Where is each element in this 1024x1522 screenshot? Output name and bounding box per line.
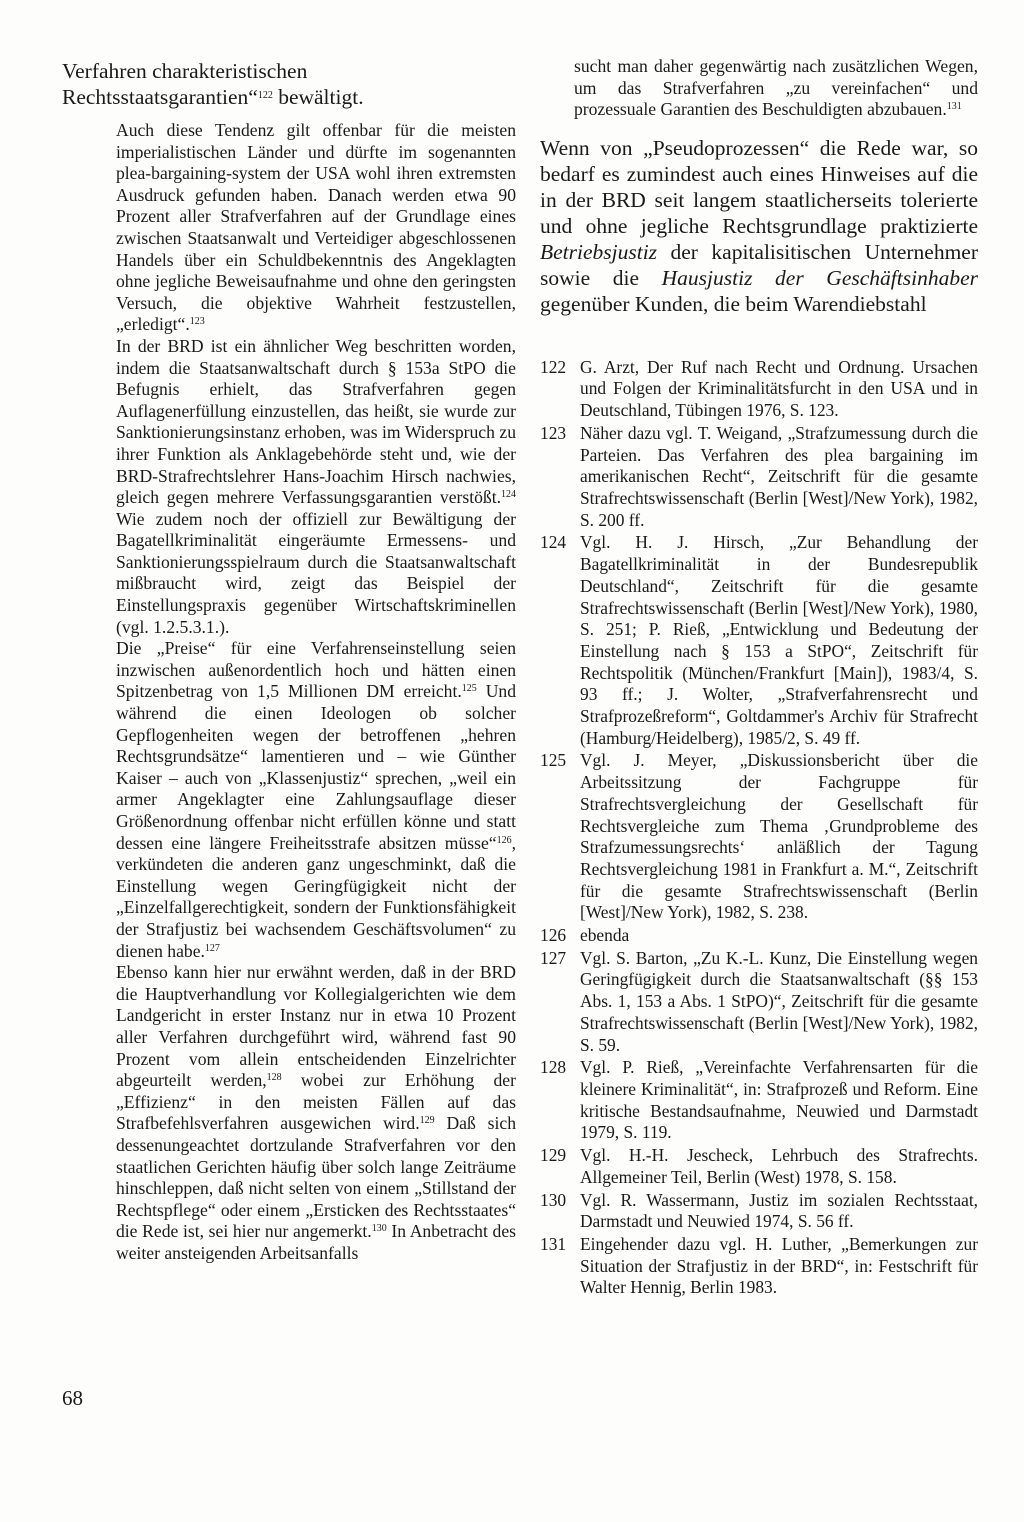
block-paragraph: Auch diese Tendenz gilt offenbar für die meisten imperialistischen Länder und dürfte im sogenannten plea-bargaining-system der USA wohl ihren extremsten Ausdruck gefunden haben. Danach werden etwa 90 Prozent aller Strafverfahren auf der Grundlage eines zwischen Staatsanwalt und Verteidiger abgeschlossenen Handels über ein Schuldbekenntnis des Angeklagten ohne jegliche Beweisaufnahme und ohne den geringsten Versuch, die objektive Wahrheit festzustellen, „erledigt“.$^{123}$ xyxy=(116,120,516,335)
footnote: 131 Eingehender dazu vgl. H. Luther, „Bemerkungen zur Situation der Strafjustiz in der BRD“, in: Festschrift für Walter Hennig, Berlin 1983. xyxy=(540,1233,978,1298)
footnotes xyxy=(540,357,978,1299)
page-number: 68 xyxy=(62,1386,83,1410)
emphasis: Hausjustiz der Geschäftsinhaber xyxy=(661,265,978,290)
block-paragraph: In der BRD ist ein ähnlicher Weg beschritten worden, indem die Staatsanwaltschaft durch § 153a StPO die Befugnis erhielt, das Strafverfahren gegen Auflagenerfüllung einzustellen, das heißt, sie wurde zur Sanktionierungsinstanz erhoben, was im Widerspruch zu ihrer Funktion als Anklagebehörde steht und, wie der BRD-Strafrechtslehrer Hans-Joachim Hirsch nachwies, gleich gegen mehrere Verfassungsgarantien verstößt.$^{124}$ Wie zudem noch der offiziell zur Bewältigung der Bagatellkriminalität eingeräumte Ermessens- und Sanktionierungsspielraum durch die Staatsanwaltschaft mißbraucht wird, zeigt das Beispiel der Einstellungspraxis gegenüber Wirtschaftskriminellen (vgl. 1.2.5.3.1.). xyxy=(116,335,516,637)
footnote-ref: 123 xyxy=(189,316,205,328)
footnote-ref: 126 xyxy=(496,834,512,846)
footnote: 125 Vgl. J. Meyer, „Diskussionsbericht über die Arbeitssitzung der Fachgruppe für Strafrechtsvergleichung der Gesellschaft für Rechtsvergleiche zum Thema ‚Grundprobleme des Strafzumessungsrechts‘ anläßlich der Tagung Rechtsvergleichung 1981 in Frankfurt a. M.“, Zeitschrift für die gesamte Strafrechtswissenschaft (Berlin [West]/New York), 1982, S. 238. xyxy=(540,750,978,923)
block-paragraph: Die „Preise“ für eine Verfahrenseinstellung seien inzwischen außenordentlich hoch und hätten einen Spitzenbetrag von 1,5 Millionen DM erreicht.$^{125}$ Und während die einen Ideologen ob solcher Gepflogenheiten wegen der betroffenen „hehren Rechtsgrundsätze“ lamentieren und – wie Günther Kaiser – auch von „Klassenjustiz“ sprechen, „weil ein armer Angeklagter eine Zahlungsauflage dieser Größenordnung offenbar nicht erfüllen könne und statt dessen eine längere Freiheitsstrafe absitzen müsse“$^{126}$, verkündeten die anderen ganz ungeschminkt, daß die Einstellung wegen Geringfügigkeit nicht der „Einzelfallgerechtigkeit, sondern der Funktionsfähigkeit der Strafjustiz bei wachsendem Geschäftsvolumen“ zu dienen habe.$^{127}$ xyxy=(116,638,517,961)
left-column xyxy=(62,58,516,1264)
footnote-ref: 124 xyxy=(501,489,516,501)
footnote: 123 Näher dazu vgl. T. Weigand, „Strafzumessung durch die Parteien. Das Verfahren des plea bargaining im amerikanischen Recht“, Zeitschrift für die gesamte Strafrechtswissenschaft (Berlin [West]/New York), 1982, S. 200 ff. xyxy=(540,422,978,530)
footnote: 127 Vgl. S. Barton, „Zu K.-L. Kunz, Die Einstellung wegen Geringfügigkeit durch die Staatsanwaltschaft (§§ 153 Abs. 1, 153 a Abs. 1 StPO)“, Zeitschrift für die gesamte Strafrechtswissenschaft (Berlin [West]/New York), 1982, S. 59. xyxy=(540,947,978,1055)
footnote-ref: 127 xyxy=(204,942,220,954)
intro-text: Verfahren charakteristischen Rechtsstaatsgarantien“$^{122}$ bewältigt. xyxy=(62,59,364,109)
footnote-ref: 128 xyxy=(266,1072,282,1084)
footnote: 128 Vgl. P. Rieß, „Vereinfachte Verfahrensarten für die kleinere Kriminalität“, in: Strafprozeß und Reform. Eine kritische Bestandsaufnahme, Neuwied und Darmstadt 1979, S. 119. xyxy=(540,1057,978,1143)
right-column xyxy=(540,56,978,1299)
footnote: 130 Vgl. R. Wassermann, Justiz im sozialen Rechtsstaat, Darmstadt und Neuwied 1974, S. 56 ff. xyxy=(540,1189,978,1232)
footnote: 122 G. Arzt, Der Ruf nach Recht und Ordnung. Ursachen und Folgen der Kriminalitätsfurcht in den USA und in Deutschland, Tübingen 1976, S. 123. xyxy=(540,356,978,421)
footnote-ref: 122 xyxy=(257,90,273,101)
footnote-ref: 129 xyxy=(419,1115,435,1127)
indented-block-continued xyxy=(540,56,978,121)
emphasis: Betriebsjustiz xyxy=(540,239,658,264)
footnote-ref: 130 xyxy=(371,1223,387,1235)
block-paragraph: sucht man daher gegenwärtig nach zusätzlichen Wegen, um das Strafverfahren „zu vereinfachen“ und prozessuale Garantien des Beschuldigten abzubauen.$^{131}$ xyxy=(574,56,978,120)
footnote-ref: 125 xyxy=(461,683,477,695)
indented-block xyxy=(62,120,516,1264)
body-paragraph: Wenn von „Pseudoprozessen“ die Rede war, so bedarf es zumindest auch eines Hinweises auf die in der BRD seit langem staatlicherseits tolerierte und ohne jegliche Rechtsgrundlage praktizierte Betriebsjustiz der kapitalisitischen Unternehmer sowie die Hausjustiz der Geschäftsinhaber gegenüber Kunden, die beim Warendiebstahl xyxy=(540,135,978,316)
footnote-ref: 131 xyxy=(946,101,962,113)
footnote: 126 ebenda xyxy=(540,925,630,946)
block-paragraph: Ebenso kann hier nur erwähnt werden, daß in der BRD die Hauptverhandlung vor Kollegialgerichten wie dem Landgericht in erster Instanz nur in etwa 10 Prozent aller Verfahren durchgeführt wird, während fast 90 Prozent vom allein entscheidenden Einzelrichter abgeurteilt werden,$^{128}$ wobei zur Erhöhung der „Effizienz“ in den meisten Fällen auf das Strafbefehlsverfahren ausgewichen wird.$^{129}$ Daß sich dessenungeachtet dortzulande Strafverfahren vor den staatlichen Gerichten häufig über solch lange Zeiträume hinschleppen, daß nicht selten von einem „Stillstand der Rechtspflege“ oder einem „Ersticken des Rechtsstaates“ die Rede ist, sei hier nur angemerkt.$^{130}$ In Anbetracht des weiter ansteigenden Arbeitsanfalls xyxy=(116,962,516,1263)
footnote: 129 Vgl. H.-H. Jescheck, Lehrbuch des Strafrechts. Allgemeiner Teil, Berlin (West) 1978, S. 158. xyxy=(540,1145,978,1187)
footnote: 124 Vgl. H. J. Hirsch, „Zur Behandlung der Bagatellkriminalität in der Bundesrepublik Deutschland“, Zeitschrift für die gesamte Strafrechtswissenschaft (Berlin [West]/New York), 1980, S. 251; P. Rieß, „Entwicklung und Bedeutung der Einstellung nach § 153 a StPO“, Zeitschrift für Rechtspolitik (München/Frankfurt [Main]), 1983/4, S. 93 ff.; J. Wolter, „Strafverfahrensrecht und Strafprozeßreform“, Goltdammer's Archiv für Strafrecht (Hamburg/Heidelberg), 1985/2, S. 49 ff. xyxy=(540,532,978,748)
